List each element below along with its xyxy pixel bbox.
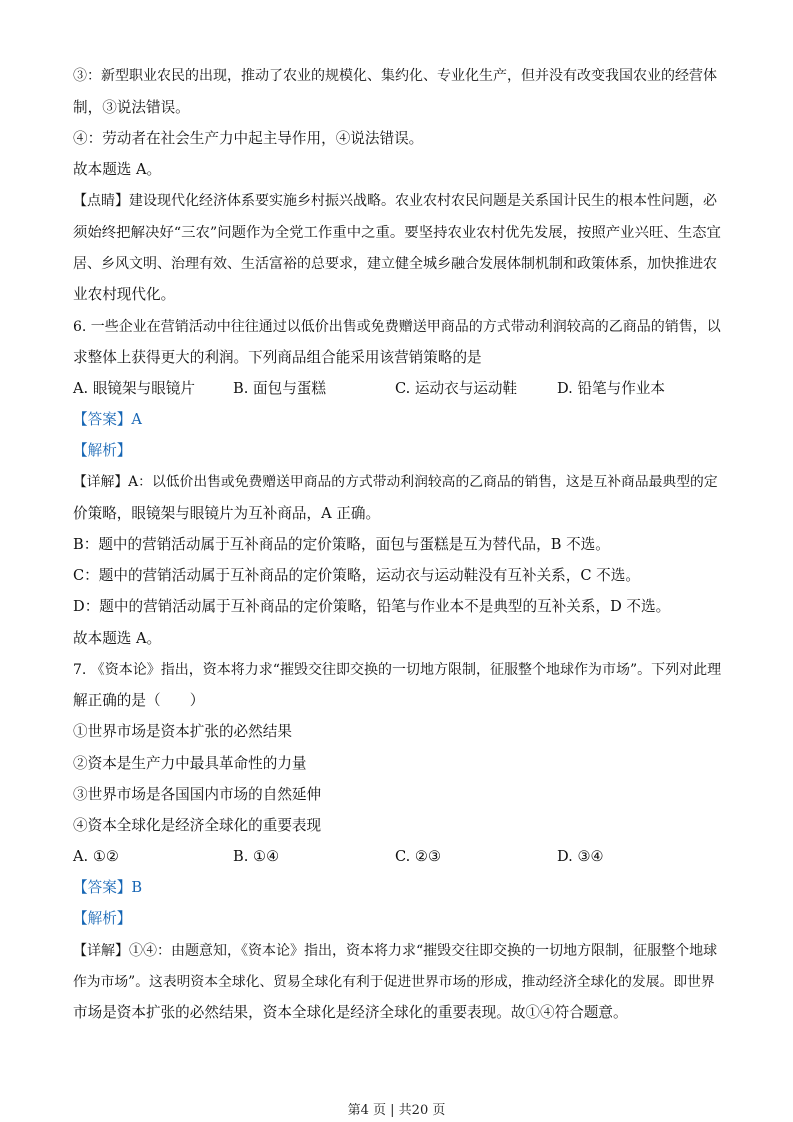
question-6-stem: 6. 一些企业在营销活动中往往通过以低价出售或免费赠送甲商品的方式带动利润较高的乙商品的销售，以 bbox=[73, 319, 721, 335]
text-line: 故本题选 A。 bbox=[73, 161, 162, 178]
text-line: 解正确的是（ ） bbox=[73, 692, 205, 709]
text-line: C：题中的营销活动属于互补商品的定价策略，运动衣与运动鞋没有互补关系，C 不选。 bbox=[73, 567, 640, 584]
question-7-stem: 7. 《资本论》指出，资本将力求“摧毁交往即交换的一切地方限制，征服整个地球作为市场”。下列对此理 bbox=[73, 662, 722, 678]
explanation-paragraph: 【详解】A：以低价出售或免费赠送甲商品的方式带动利润较高的乙商品的销售，这是互补商品最典型的定 bbox=[73, 474, 718, 490]
explanation-paragraph: 【详解】①④：由题意知，《资本论》指出，资本将力求“摧毁交往即交换的一切地方限制，征服整个地球 bbox=[73, 943, 718, 959]
text-line: D：题中的营销活动属于互补商品的定价策略，铅笔与作业本不是典型的互补关系，D 不选。 bbox=[73, 598, 671, 615]
answer-label: 【答案】B bbox=[73, 879, 143, 896]
option-b: B. 面包与蛋糕 bbox=[233, 380, 326, 397]
text-line: 业农村现代化。 bbox=[73, 286, 176, 303]
option-d: D. ③④ bbox=[557, 848, 604, 865]
option-d: D. 铅笔与作业本 bbox=[557, 380, 666, 397]
answer-label: 【答案】A bbox=[73, 411, 142, 428]
statement-4: ④资本全球化是经济全球化的重要表现 bbox=[73, 817, 322, 834]
note-paragraph: 【点睛】建设现代化经济体系要实施乡村振兴战略。农业农村农民问题是关系国计民生的根本性问题，必 bbox=[73, 193, 717, 209]
text-line: 故本题选 A。 bbox=[73, 630, 162, 647]
text-line: ④：劳动者在社会生产力中起主导作用，④说法错误。 bbox=[73, 130, 424, 147]
option-c: C. 运动衣与运动鞋 bbox=[395, 380, 518, 397]
text-line: 须始终把解决好“三农”问题作为全党工作重中之重。要坚持农业农村优先发展，按照产业兴旺、生态宜 bbox=[73, 225, 721, 241]
text-line: 居、乡风文明、治理有效、生活富裕的总要求，建立健全城乡融合发展体制机制和政策体系，加快推进农 bbox=[73, 256, 717, 272]
analysis-label: 【解析】 bbox=[73, 910, 132, 927]
statement-2: ②资本是生产力中最具革命性的力量 bbox=[73, 755, 307, 772]
option-c: C. ②③ bbox=[395, 848, 442, 865]
statement-3: ③世界市场是各国国内市场的自然延伸 bbox=[73, 786, 322, 803]
analysis-label: 【解析】 bbox=[73, 442, 132, 459]
text-line: 价策略，眼镜架与眼镜片为互补商品，A 正确。 bbox=[73, 505, 381, 522]
text-line: 制，③说法错误。 bbox=[73, 99, 190, 116]
option-a: A. ①② bbox=[73, 848, 119, 865]
statement-1: ①世界市场是资本扩张的必然结果 bbox=[73, 723, 292, 740]
text-line: B：题中的营销活动属于互补商品的定价策略，面包与蛋糕是互为替代品，B 不选。 bbox=[73, 536, 610, 553]
option-a: A. 眼镜架与眼镜片 bbox=[73, 380, 195, 397]
text-line: 求整体上获得更大的利润。下列商品组合能采用该营销策略的是 bbox=[73, 349, 482, 366]
option-b: B. ①④ bbox=[233, 848, 280, 865]
page-number-footer: 第4 页 | 共20 页 bbox=[347, 1103, 446, 1118]
text-line: 作为市场”。这表明资本全球化、贸易全球化有利于促进世界市场的形成，推动经济全球化的发展。即世界 bbox=[73, 974, 715, 990]
text-line: ③：新型职业农民的出现，推动了农业的规模化、集约化、专业化生产，但并没有改变我国农业的经营体 bbox=[73, 68, 717, 84]
text-line: 市场是资本扩张的必然结果，资本全球化是经济全球化的重要表现。故①④符合题意。 bbox=[73, 1004, 628, 1021]
